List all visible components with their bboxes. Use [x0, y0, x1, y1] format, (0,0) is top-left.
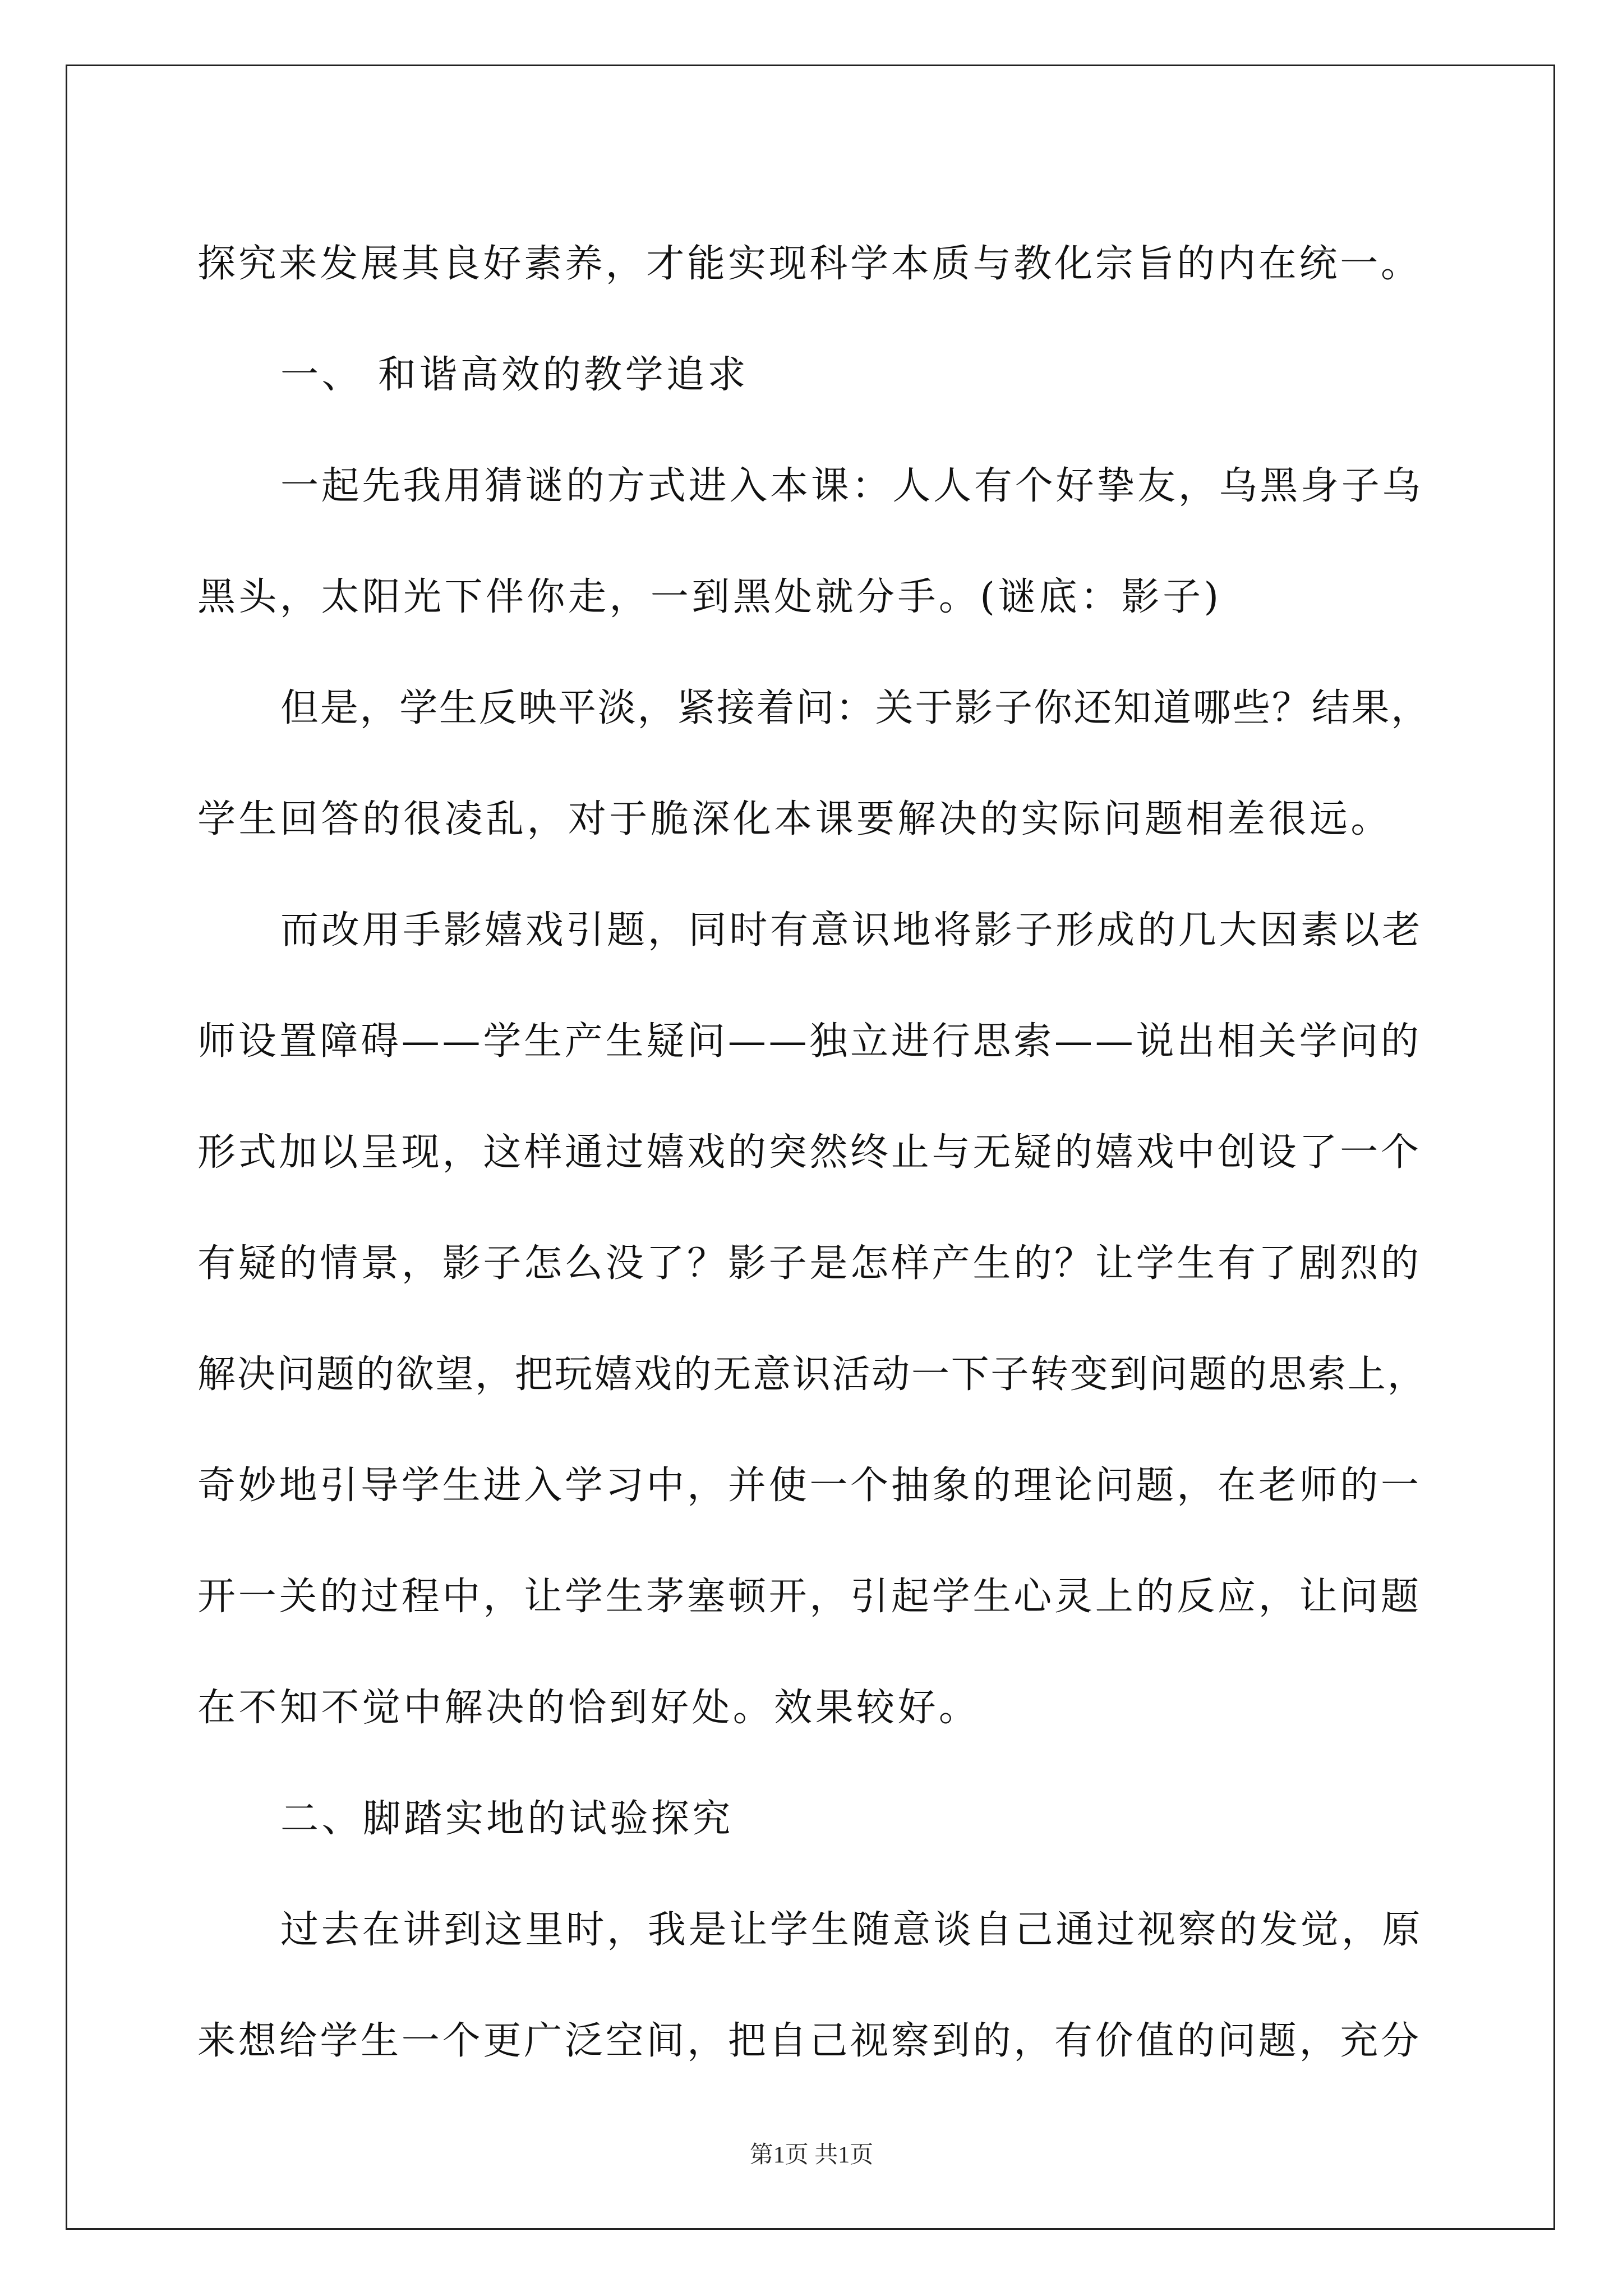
- paragraph-line: 解决问题的欲望，把玩嬉戏的无意识活动一下子转变到问题的思索上，: [197, 1352, 1427, 1397]
- paragraph-line: 但是，学生反映平淡，紧接着问：关于影子你还知道哪些？结果，: [280, 686, 1431, 730]
- paragraph-line: 奇妙地引导学生进入学习中，并使一个抽象的理论问题，在老师的一: [197, 1464, 1422, 1508]
- section-heading-2: 二、脚踏实地的试验探究: [280, 1797, 734, 1841]
- paragraph-line: 在不知不觉中解决的恰到好处。效果较好。: [197, 1686, 980, 1730]
- paragraph-line: 师设置障碍——学生产生疑问——独立进行思索——说出相关学问的: [197, 1019, 1422, 1064]
- paragraph-line: 一起先我用猜谜的方式进入本课：人人有个好挚友，乌黑身子乌: [280, 464, 1423, 508]
- section-heading-1: 一、 和谐高效的教学追求: [280, 353, 749, 397]
- paragraph-line: 有疑的情景，影子怎么没了？影子是怎样产生的？让学生有了剧烈的: [197, 1241, 1422, 1286]
- page-number-footer: 第1页 共1页: [749, 2142, 874, 2168]
- paragraph-line: 而改用手影嬉戏引题，同时有意识地将影子形成的几大因素以老: [280, 908, 1423, 953]
- paragraph-line: 学生回答的很凌乱，对于脆深化本课要解决的实际问题相差很远。: [197, 797, 1392, 841]
- paragraph-line: 探究来发展其良好素养，才能实现科学本质与教化宗旨的内在统一。: [197, 242, 1422, 286]
- paragraph-line: 黑头，太阳光下伴你走，一到黑处就分手。(谜底：影子): [197, 575, 1222, 619]
- document-body: [197, 209, 1431, 2097]
- paragraph-line: 过去在讲到这里时，我是让学生随意谈自己通过视察的发觉，原: [280, 1908, 1423, 1952]
- paragraph-line: 开一关的过程中，让学生茅塞顿开，引起学生心灵上的反应，让问题: [197, 1575, 1422, 1619]
- paragraph-line: 来想给学生一个更广泛空间，把自己视察到的，有价值的问题，充分: [197, 2019, 1422, 2063]
- paragraph-line: 形式加以呈现，这样通过嬉戏的突然终止与无疑的嬉戏中创设了一个: [197, 1130, 1422, 1175]
